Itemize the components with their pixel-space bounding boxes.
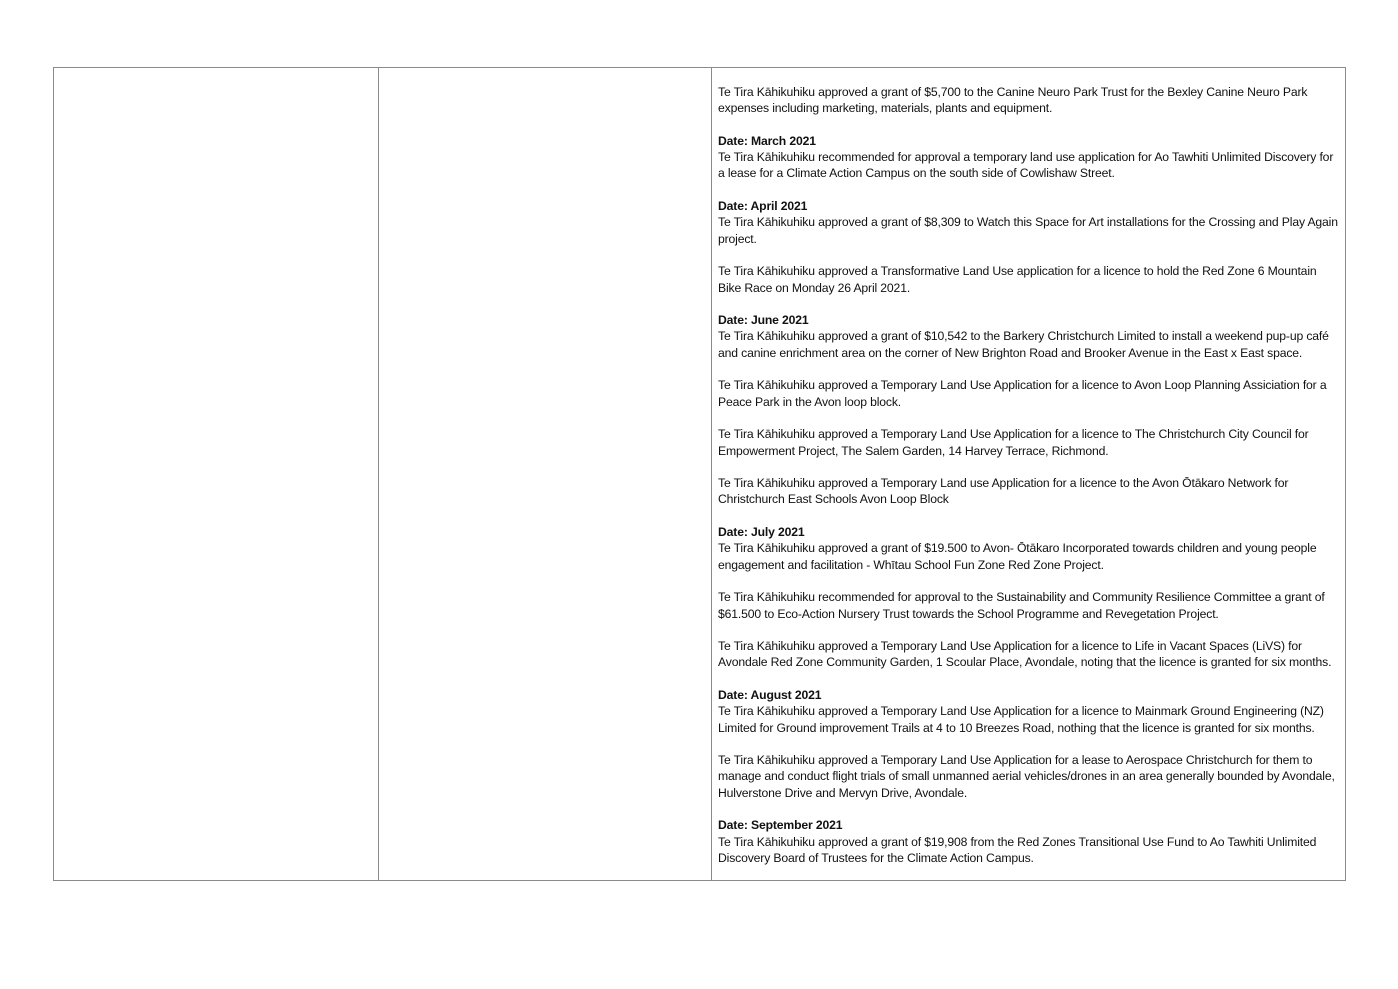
list-item (718, 589, 1341, 622)
table-cell-content (712, 68, 1345, 880)
entry-text: Te Tira Kāhikuhiku approved a grant of $19,908 from the Red Zones Transitional Use Fund to Ao Tawhiti Unlimited Discovery Board of Trustees for the Climate Action Campus. (718, 834, 1317, 865)
list-item (718, 198, 1341, 247)
entry-text: Te Tira Kāhikuhiku approved a Temporary Land use Application for a licence to the Avon Ōtākaro Network for Christchurch East Schools Avon Loop Block (718, 476, 1289, 507)
entry-date: Date: July 2021 (718, 525, 805, 540)
document-table (53, 67, 1346, 881)
entry-text: Te Tira Kāhikuhiku approved a Transformative Land Use application for a licence to hold the Red Zone 6 Mountain Bike Race on Monday 26 April 2021. (718, 264, 1317, 295)
entry-date: Date: June 2021 (718, 313, 809, 328)
entry-text: Te Tira Kāhikuhiku approved a Temporary Land Use Application for a licence to The Christchurch City Council for Empowerment Project, The Salem Garden, 14 Harvey Terrace, Richmond. (718, 427, 1309, 458)
table-cell-empty-1 (54, 68, 379, 880)
list-item (718, 687, 1341, 736)
list-item (718, 475, 1341, 508)
entry-text: Te Tira Kāhikuhiku approved a Temporary Land Use Application for a lease to Aerospace Christchurch for them to manage and conduct flight trials of small unmanned aerial vehicles/drones in an area generally bounded by Avondale, Hulverstone Drive and Mervyn Drive, Avondale. (718, 753, 1335, 800)
entry-text: Te Tira Kāhikuhiku approved a grant of $19.500 to Avon- Ōtākaro Incorporated towards children and young people engagement and facilitation - Whītau School Fun Zone Red Zone Project. (718, 541, 1317, 572)
entry-text: Te Tira Kāhikuhiku approved a Temporary Land Use Application for a licence to Avon Loop Planning Assiciation for a Peace Park in the Avon loop block. (718, 378, 1327, 409)
list-item (718, 84, 1341, 117)
list-item (718, 312, 1341, 361)
entry-text: Te Tira Kāhikuhiku approved a Temporary Land Use Application for a licence to Mainmark Ground Engineering (NZ) Limited for Ground improvement Trails at 4 to 10 Breezes Road, nothing that the licence is granted for six months. (718, 704, 1324, 735)
list-item (718, 524, 1341, 573)
entry-date: Date: August 2021 (718, 687, 822, 702)
list-item (718, 263, 1341, 296)
entry-text: Te Tira Kāhikuhiku approved a grant of $8,309 to Watch this Space for Art installations for the Crossing and Play Again project. (718, 215, 1338, 246)
list-item (718, 133, 1341, 182)
entry-text: Te Tira Kāhikuhiku approved a Temporary Land Use Application for a licence to Life in Vacant Spaces (LiVS) for Avondale Red Zone Community Garden, 1 Scoular Place, Avondale, noting that the licence is granted for six months. (718, 639, 1332, 670)
list-item (718, 817, 1341, 866)
list-item (718, 638, 1341, 671)
list-item (718, 377, 1341, 410)
entry-text: Te Tira Kāhikuhiku approved a grant of $5,700 to the Canine Neuro Park Trust for the Bexley Canine Neuro Park expenses including marketing, materials, plants and equipment. (718, 85, 1308, 116)
entry-date: Date: March 2021 (718, 133, 816, 148)
entry-date: Date: September 2021 (718, 818, 843, 833)
table-cell-empty-2 (379, 68, 712, 880)
entry-date: Date: April 2021 (718, 199, 808, 214)
entry-text: Te Tira Kāhikuhiku approved a grant of $10,542 to the Barkery Christchurch Limited to install a weekend pup-up café and canine enrichment area on the corner of New Brighton Road and Brooker Avenue in the East x East space. (718, 329, 1329, 360)
entry-text: Te Tira Kāhikuhiku recommended for approval to the Sustainability and Community Resilience Committee a grant of $61.500 to Eco-Action Nursery Trust towards the School Programme and Revegetation Project. (718, 590, 1325, 621)
list-item (718, 426, 1341, 459)
entry-text: Te Tira Kāhikuhiku recommended for approval a temporary land use application for Ao Tawhiti Unlimited Discovery for a lease for a Climate Action Campus on the south side of Cowlishaw Street. (718, 150, 1334, 181)
list-item (718, 752, 1341, 801)
